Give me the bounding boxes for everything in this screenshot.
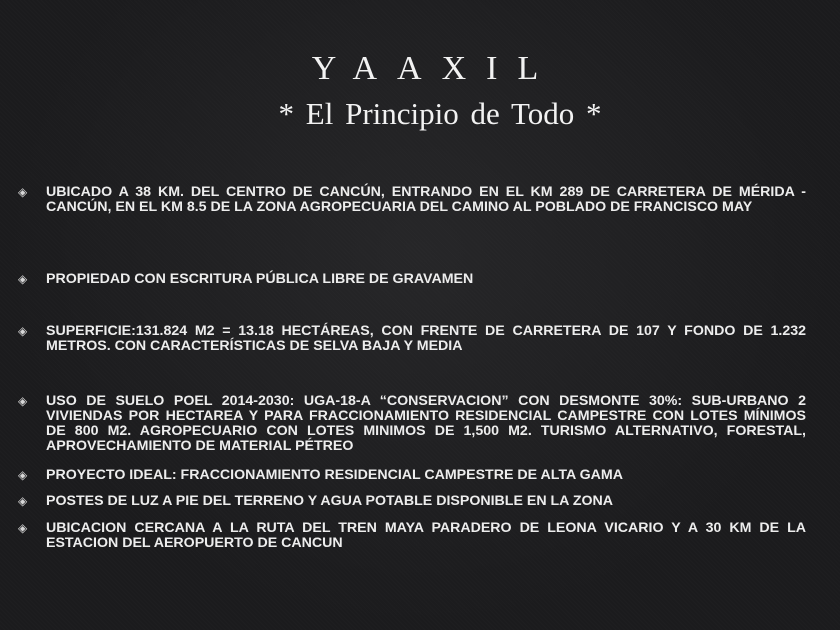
list-item [18, 394, 806, 454]
list-item [18, 324, 806, 354]
diamond-bullet-icon: ◈ [18, 394, 28, 408]
bullet-text: UBICADO A 38 KM. DEL CENTRO DE CANCÚN, ENTRANDO EN EL KM 289 DE CARRETERA DE MÉRIDA - CANCÚN, EN EL KM 8.5 DE LA ZONA AGROPECUARIA DEL CAMINO AL POBLADO DE FRANCISCO MAY [46, 184, 806, 215]
slide-subtitle: * El Principio de Todo * [278, 96, 602, 131]
diamond-bullet-icon: ◈ [18, 494, 28, 508]
diamond-bullet-icon: ◈ [18, 521, 28, 535]
bullet-text: UBICACION CERCANA A LA RUTA DEL TREN MAYA PARADERO DE LEONA VICARIO Y A 30 KM DE LA ESTACION DEL AEROPUERTO DE CANCUN [46, 520, 806, 551]
bullet-text: PROYECTO IDEAL: FRACCIONAMIENTO RESIDENCIAL CAMPESTRE DE ALTA GAMA [46, 467, 623, 483]
list-item [18, 272, 806, 287]
diamond-bullet-icon: ◈ [18, 324, 28, 338]
slide-title: YAAXIL [311, 50, 559, 87]
list-item [18, 185, 806, 215]
diamond-bullet-icon: ◈ [18, 468, 28, 482]
list-item [18, 521, 806, 551]
bullet-text: SUPERFICIE:131.824 M2 = 13.18 HECTÁREAS, CON FRENTE DE CARRETERA DE 107 Y FONDO DE 1.232 METROS. CON CARACTERÍSTICAS DE SELVA BAJA Y MEDIA [46, 323, 806, 354]
bullet-text: USO DE SUELO POEL 2014-2030: UGA-18-A “CONSERVACION” CON DESMONTE 30%: SUB-URBANO 2 VIVIENDAS POR HECTAREA Y PARA FRACCIONAMIENTO RESIDENCIAL CAMPESTRE CON LOTES MÍNIMOS DE 800 M2. AGROPECUARIO CON LOTES MINIMOS DE 1,500 M2. TURISMO ALTERNATIVO, FORESTAL, APROVECHAMIENTO DE MATERIAL PÉTREO [46, 393, 806, 454]
list-item [18, 494, 806, 509]
slide-title-block [0, 46, 840, 136]
bullet-text: PROPIEDAD CON ESCRITURA PÚBLICA LIBRE DE GRAVAMEN [46, 271, 474, 287]
list-item [18, 468, 806, 483]
diamond-bullet-icon: ◈ [18, 272, 28, 286]
diamond-bullet-icon: ◈ [18, 185, 28, 199]
bullet-text: POSTES DE LUZ A PIE DEL TERRENO Y AGUA POTABLE DISPONIBLE EN LA ZONA [46, 493, 614, 509]
